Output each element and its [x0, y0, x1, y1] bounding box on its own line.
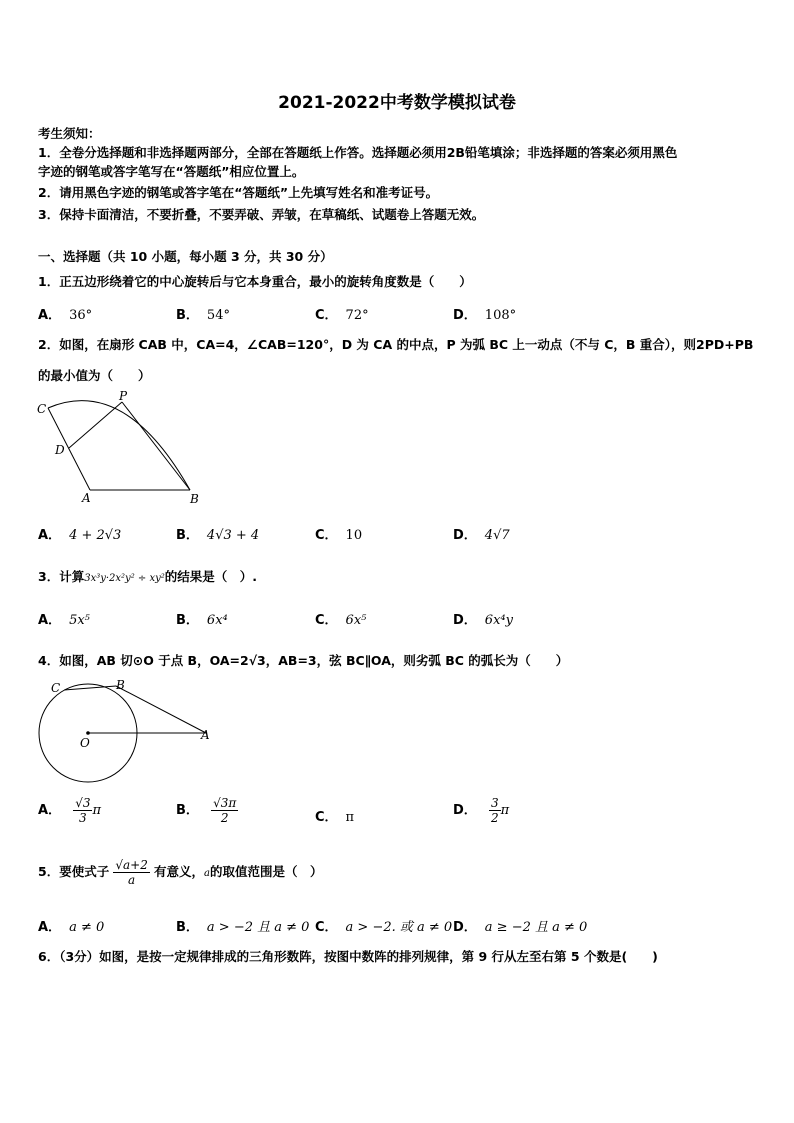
q4-option-d: D． $\frac{3}{2}$ π — [453, 796, 510, 825]
label-p: P — [119, 390, 128, 403]
q2-stem-line2: 的最小值为（ ） — [38, 368, 151, 383]
q2-option-a: A． 4 + 2√3 — [38, 528, 122, 543]
label-a: A — [201, 728, 210, 742]
notice-item-1: 1．全卷分选择题和非选择题两部分，全部在答题纸上作答。选择题必须用2B铅笔填涂；非选择题的答案必须用黑色 — [38, 145, 678, 160]
q5-option-a: A． a ≠ 0 — [38, 920, 105, 935]
q3-option-b: B． 6x⁴ — [176, 613, 228, 628]
q1-option-d: D． 108° — [453, 308, 517, 323]
q2-sector-figure — [30, 390, 210, 510]
label-a: A — [82, 491, 91, 505]
q5-option-c: C． a > −2. 或 a ≠ 0 — [315, 920, 453, 935]
q4-option-c: C． π — [315, 810, 355, 825]
page-title: 2021-2022中考数学模拟试卷 — [278, 93, 516, 113]
q6-stem: 6．（3分）如图，是按一定规律排成的三角形数阵，按图中数阵的排列规律，第 9 行从左至右第 5 个数是( ) — [38, 949, 658, 964]
q1-stem: 1．正五边形绕着它的中心旋转后与它本身重合，最小的旋转角度数是（ ） — [38, 274, 472, 289]
q3-option-c: C． 6x⁵ — [315, 613, 367, 628]
q4-option-b: B． $\frac{√3\pi}{2}$ — [176, 796, 237, 825]
notice-heading: 考生须知： — [38, 126, 101, 141]
q2-option-c: C． 10 — [315, 528, 363, 543]
q4-circle-figure — [30, 676, 220, 786]
label-b: B — [116, 678, 125, 692]
q2-option-d: D． 4√7 — [453, 528, 510, 543]
segment-dp — [69, 402, 122, 448]
notice-item-2: 2．请用黑色字迹的钢笔或答字笔在“答题纸”上先填写姓名和准考证号。 — [38, 185, 439, 200]
label-o: O — [80, 736, 90, 750]
label-c: C — [37, 402, 47, 416]
q5-option-b: B． a > −2 且 a ≠ 0 — [176, 920, 310, 935]
segment-pb — [122, 402, 190, 490]
q3-option-d: D． 6x⁴y — [453, 613, 513, 628]
label-b: B — [190, 492, 199, 506]
sector-arc-bc — [48, 401, 190, 490]
q2-stem-line1: 2．如图，在扇形 CAB 中，CA=4，∠CAB=120°，D 为 CA 的中点，P 为弧 BC 上一动点（不与 C，B 重合），则2PD+PB — [38, 337, 754, 352]
q3-option-a: A． 5x⁵ — [38, 613, 90, 628]
q4-option-a: A． $\frac{√3}{3}$ π — [38, 796, 102, 825]
q1-option-c: C． 72° — [315, 308, 369, 323]
q1-option-a: A． 36° — [38, 308, 93, 323]
notice-item-1-cont: 字迹的钢笔或答字笔写在“答题纸”相应位置上。 — [38, 164, 305, 179]
notice-item-3: 3．保持卡面清洁，不要折叠，不要弄破、弄皱，在草稿纸、试题卷上答题无效。 — [38, 207, 485, 222]
q2-option-b: B． 4√3 + 4 — [176, 528, 260, 543]
segment-ba — [116, 686, 206, 733]
q3-stem: 3．计算3x³y·2x²y² ÷ xy²的结果是（ ）. — [38, 569, 257, 584]
label-d: D — [55, 443, 65, 457]
center-dot — [86, 731, 90, 735]
q5-stem: 5．要使式子 $\frac{√a+2}{a}$ 有意义，a的取值范围是（ ） — [38, 858, 323, 887]
label-c: C — [51, 681, 61, 695]
q1-option-b: B． 54° — [176, 308, 230, 323]
q4-stem: 4．如图，AB 切⊙O 于点 B，OA=2√3，AB=3，弦 BC∥OA，则劣弧 BC 的弧长为（ ） — [38, 653, 569, 668]
q5-option-d: D． a ≥ −2 且 a ≠ 0 — [453, 920, 588, 935]
section-heading: 一、选择题（共 10 小题，每小题 3 分，共 30 分） — [38, 249, 333, 264]
